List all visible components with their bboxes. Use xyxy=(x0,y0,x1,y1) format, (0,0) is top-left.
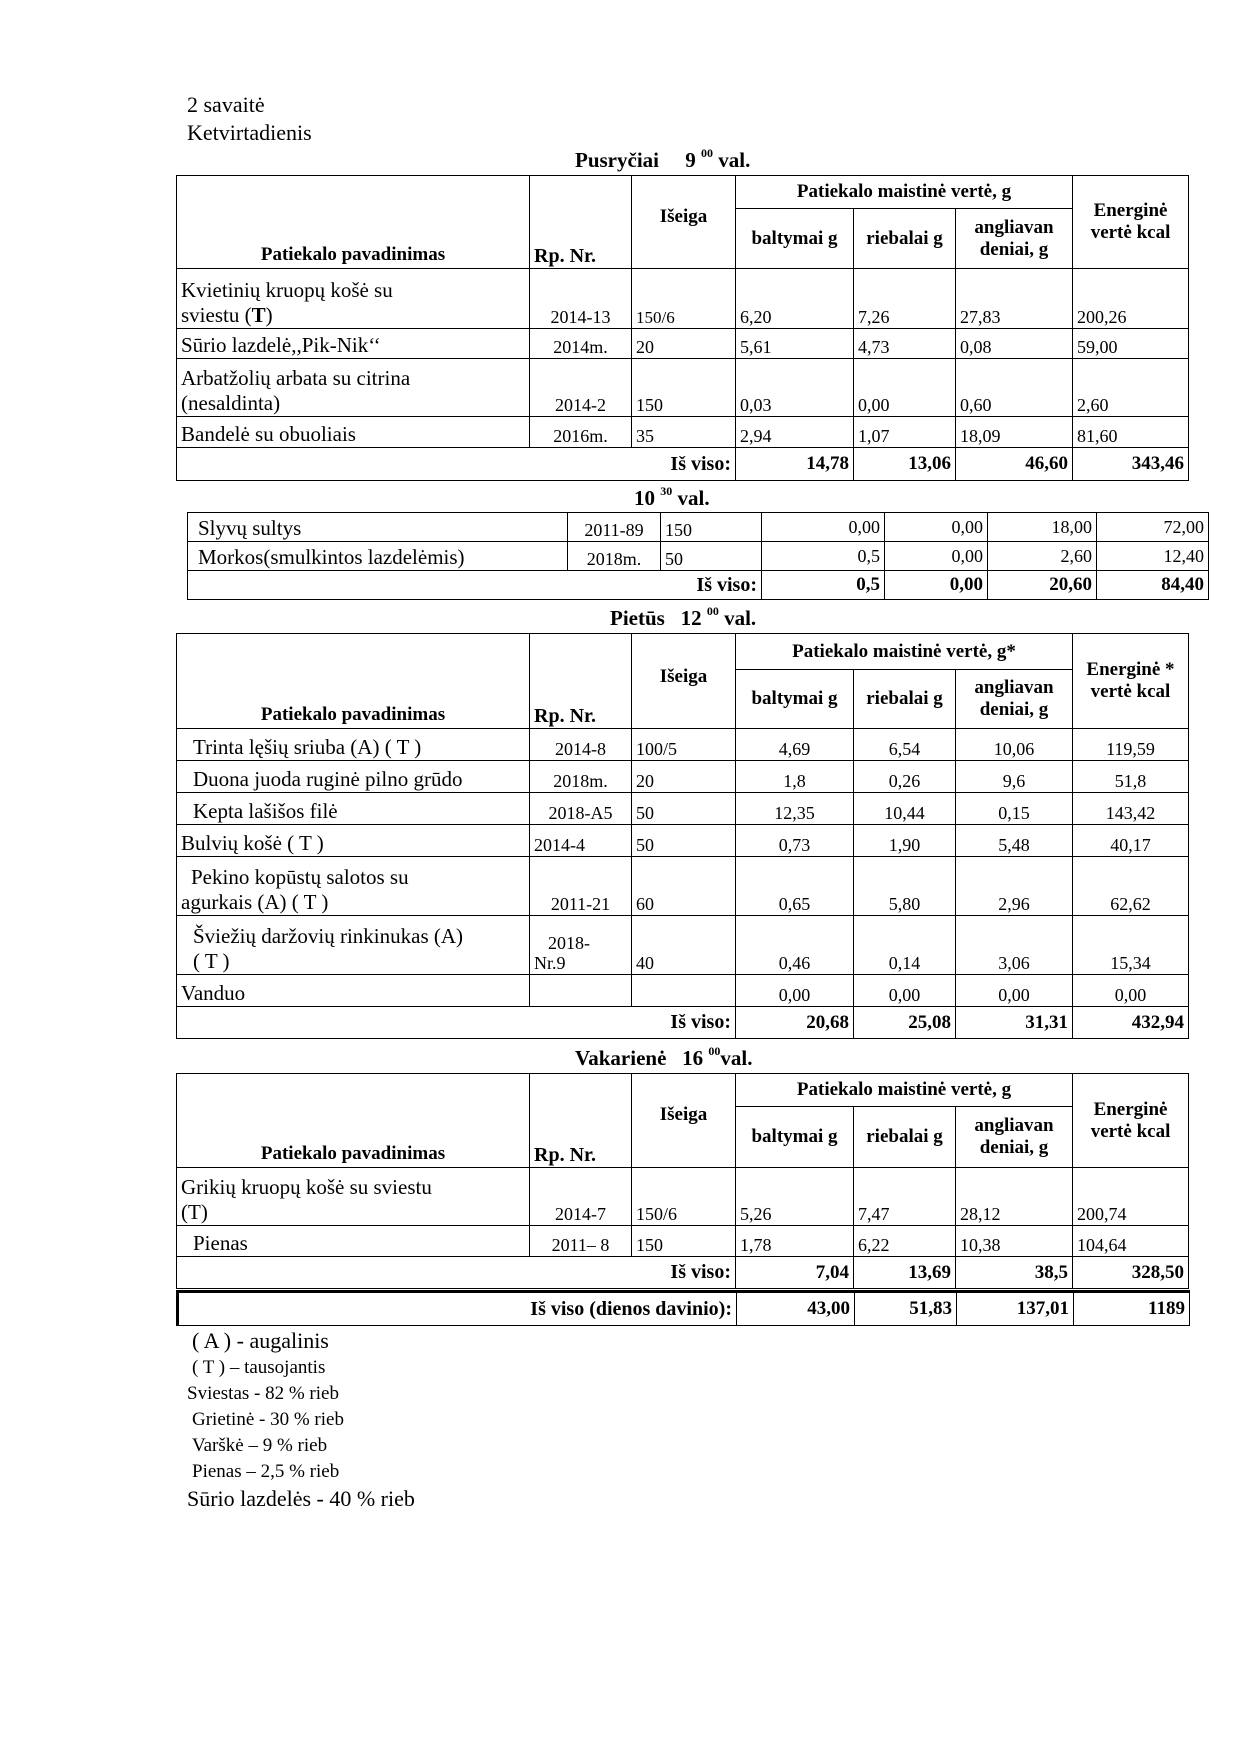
energy: 200,26 xyxy=(1073,269,1189,329)
table-row xyxy=(188,513,1209,542)
table-row xyxy=(177,857,1189,916)
protein: 12,35 xyxy=(736,793,854,825)
protein: 0,03 xyxy=(736,359,854,417)
total-energy: 343,46 xyxy=(1073,448,1189,481)
total-row xyxy=(177,1257,1189,1289)
table-row xyxy=(177,975,1189,1007)
protein: 2,94 xyxy=(736,417,854,448)
day-total-protein: 43,00 xyxy=(737,1292,855,1326)
col-header-energy: Energinė * vertė kcal xyxy=(1073,634,1189,729)
dish-name: Kepta lašišos filė xyxy=(177,793,530,825)
protein: 1,8 xyxy=(736,761,854,793)
total-label: Iš viso: xyxy=(177,1257,736,1289)
total-energy: 432,94 xyxy=(1073,1007,1189,1039)
recipe-no: 2018m. xyxy=(530,761,632,793)
dish-name: Pienas xyxy=(177,1226,530,1257)
protein: 0,00 xyxy=(736,975,854,1007)
total-protein: 0,5 xyxy=(762,571,885,600)
legend-item: ( T ) – tausojantis xyxy=(192,1357,326,1378)
col-header-recipe: Rp. Nr. xyxy=(530,1074,632,1168)
legend-item: Varškė – 9 % rieb xyxy=(192,1435,328,1456)
carbs: 18,09 xyxy=(956,417,1073,448)
protein: 4,69 xyxy=(736,729,854,761)
breakfast-heading: Pusryčiai 9 $^{00}$ val. xyxy=(575,146,751,172)
snack-heading: 10 $^{30}$ val. xyxy=(634,484,710,510)
carbs: 0,15 xyxy=(956,793,1073,825)
dish-name: Pekino kopūstų salotos su agurkais (A) ( T ) xyxy=(177,857,530,916)
yield: 40 xyxy=(632,916,736,975)
dish-name: Sūrio lazdelė,,Pik-Nik‘‘ xyxy=(177,329,530,359)
energy: 72,00 xyxy=(1097,513,1209,542)
table-row xyxy=(177,825,1189,857)
recipe-no: 2014m. xyxy=(530,329,632,359)
carbs: 5,48 xyxy=(956,825,1073,857)
total-row xyxy=(177,1007,1189,1039)
recipe-no xyxy=(530,975,632,1007)
carbs: 10,06 xyxy=(956,729,1073,761)
day-total-energy: 1189 xyxy=(1074,1292,1190,1326)
recipe-no: 2018- Nr.9 xyxy=(530,916,632,975)
col-header-yield: Išeiga xyxy=(632,1074,736,1168)
recipe-no: 2018m. xyxy=(568,542,661,571)
yield: 150/6 xyxy=(632,269,736,329)
total-carbs: 20,60 xyxy=(988,571,1097,600)
recipe-no: 2014-2 xyxy=(530,359,632,417)
total-row xyxy=(177,448,1189,481)
total-fat: 0,00 xyxy=(885,571,988,600)
carbs: 3,06 xyxy=(956,916,1073,975)
legend-item: ( A ) - augalinis xyxy=(192,1328,329,1353)
dish-name: Trinta lęšių sriuba (A) ( T ) xyxy=(177,729,530,761)
dinner-table xyxy=(176,1073,1189,1289)
table-row xyxy=(177,793,1189,825)
dinner-heading: Vakarienė 16 $^{00}$val. xyxy=(575,1044,753,1070)
dish-name: Bandelė su obuoliais xyxy=(177,417,530,448)
dish-name: Šviežių daržovių rinkinukas (A) ( T ) xyxy=(177,916,530,975)
col-header-carbs: angliavan deniai, g xyxy=(956,670,1073,729)
energy: 62,62 xyxy=(1073,857,1189,916)
yield: 150 xyxy=(632,1226,736,1257)
yield: 20 xyxy=(632,329,736,359)
carbs: 0,00 xyxy=(956,975,1073,1007)
carbs: 0,60 xyxy=(956,359,1073,417)
col-header-protein: baltymai g xyxy=(736,670,854,729)
col-header-fat: riebalai g xyxy=(854,1107,956,1168)
yield: 50 xyxy=(632,825,736,857)
recipe-no: 2011-89 xyxy=(568,513,661,542)
table-row xyxy=(177,1168,1189,1226)
recipe-no: 2011– 8 xyxy=(530,1226,632,1257)
total-protein: 20,68 xyxy=(736,1007,854,1039)
dish-name: Arbatžolių arbata su citrina (nesaldinta) xyxy=(177,359,530,417)
fat: 6,22 xyxy=(854,1226,956,1257)
fat: 1,07 xyxy=(854,417,956,448)
day-total-carbs: 137,01 xyxy=(957,1292,1074,1326)
protein: 0,5 xyxy=(762,542,885,571)
col-header-nutrition: Patiekalo maistinė vertė, g xyxy=(736,1074,1073,1107)
dish-name: Kvietinių kruopų košė su sviestu (T) xyxy=(177,269,530,329)
carbs: 27,83 xyxy=(956,269,1073,329)
fat: 4,73 xyxy=(854,329,956,359)
total-fat: 13,69 xyxy=(854,1257,956,1289)
yield: 150 xyxy=(632,359,736,417)
yield: 100/5 xyxy=(632,729,736,761)
col-header-nutrition: Patiekalo maistinė vertė, g* xyxy=(736,634,1073,670)
dish-name: Slyvų sultys xyxy=(188,513,568,542)
protein: 5,26 xyxy=(736,1168,854,1226)
fat: 0,00 xyxy=(885,513,988,542)
col-header-yield: Išeiga xyxy=(632,634,736,729)
col-header-recipe: Rp. Nr. xyxy=(530,176,632,269)
table-row xyxy=(177,1226,1189,1257)
yield xyxy=(632,975,736,1007)
carbs: 2,96 xyxy=(956,857,1073,916)
total-carbs: 46,60 xyxy=(956,448,1073,481)
col-header-name: Patiekalo pavadinimas xyxy=(177,176,530,269)
col-header-nutrition: Patiekalo maistinė vertė, g xyxy=(736,176,1073,209)
fat: 6,54 xyxy=(854,729,956,761)
total-protein: 14,78 xyxy=(736,448,854,481)
protein: 5,61 xyxy=(736,329,854,359)
yield: 50 xyxy=(632,793,736,825)
fat: 0,26 xyxy=(854,761,956,793)
total-fat: 13,06 xyxy=(854,448,956,481)
total-energy: 328,50 xyxy=(1073,1257,1189,1289)
energy: 51,8 xyxy=(1073,761,1189,793)
recipe-no: 2014-13 xyxy=(530,269,632,329)
snack-table xyxy=(187,512,1209,600)
col-header-protein: baltymai g xyxy=(736,209,854,269)
protein: 0,65 xyxy=(736,857,854,916)
dish-name: Bulvių košė ( T ) xyxy=(177,825,530,857)
protein: 0,73 xyxy=(736,825,854,857)
dish-name: Vanduo xyxy=(177,975,530,1007)
dish-name: Morkos(smulkintos lazdelėmis) xyxy=(188,542,568,571)
table-row xyxy=(177,329,1189,359)
protein: 0,46 xyxy=(736,916,854,975)
total-row xyxy=(188,571,1209,600)
fat: 0,00 xyxy=(885,542,988,571)
total-fat: 25,08 xyxy=(854,1007,956,1039)
col-header-carbs: angliavan deniai, g xyxy=(956,209,1073,269)
total-protein: 7,04 xyxy=(736,1257,854,1289)
legend-item: Sūrio lazdelės - 40 % rieb xyxy=(187,1486,415,1511)
table-row xyxy=(177,359,1189,417)
fat: 0,14 xyxy=(854,916,956,975)
col-header-energy: Energinė vertė kcal xyxy=(1073,1074,1189,1168)
energy: 12,40 xyxy=(1097,542,1209,571)
table-row xyxy=(177,761,1189,793)
total-carbs: 31,31 xyxy=(956,1007,1073,1039)
carbs: 28,12 xyxy=(956,1168,1073,1226)
lunch-heading: Pietūs 12 $^{00}$ val. xyxy=(610,604,757,630)
energy: 119,59 xyxy=(1073,729,1189,761)
col-header-yield: Išeiga xyxy=(632,176,736,269)
energy: 15,34 xyxy=(1073,916,1189,975)
carbs: 10,38 xyxy=(956,1226,1073,1257)
yield: 150/6 xyxy=(632,1168,736,1226)
energy: 2,60 xyxy=(1073,359,1189,417)
recipe-no: 2011-21 xyxy=(530,857,632,916)
legend-item: Pienas – 2,5 % rieb xyxy=(192,1461,340,1482)
protein: 0,00 xyxy=(762,513,885,542)
protein: 6,20 xyxy=(736,269,854,329)
dish-name: Duona juoda ruginė pilno grūdo xyxy=(177,761,530,793)
carbs: 18,00 xyxy=(988,513,1097,542)
fat: 5,80 xyxy=(854,857,956,916)
legend-item: Sviestas - 82 % rieb xyxy=(187,1383,339,1404)
total-label: Iš viso: xyxy=(177,448,736,481)
yield: 60 xyxy=(632,857,736,916)
col-header-protein: baltymai g xyxy=(736,1107,854,1168)
day-total-fat: 51,83 xyxy=(855,1292,957,1326)
recipe-no: 2014-7 xyxy=(530,1168,632,1226)
col-header-energy: Energinė vertė kcal xyxy=(1073,176,1189,269)
yield: 35 xyxy=(632,417,736,448)
recipe-no: 2016m. xyxy=(530,417,632,448)
table-row xyxy=(177,269,1189,329)
week-label: 2 savaitė xyxy=(187,92,265,117)
yield: 20 xyxy=(632,761,736,793)
table-row xyxy=(188,542,1209,571)
energy: 0,00 xyxy=(1073,975,1189,1007)
total-label: Iš viso: xyxy=(188,571,762,600)
total-energy: 84,40 xyxy=(1097,571,1209,600)
col-header-fat: riebalai g xyxy=(854,209,956,269)
col-header-name: Patiekalo pavadinimas xyxy=(177,1074,530,1168)
legend-item: Grietinė - 30 % rieb xyxy=(192,1409,344,1430)
recipe-no: 2018-A5 xyxy=(530,793,632,825)
energy: 200,74 xyxy=(1073,1168,1189,1226)
energy: 81,60 xyxy=(1073,417,1189,448)
col-header-name: Patiekalo pavadinimas xyxy=(177,634,530,729)
energy: 143,42 xyxy=(1073,793,1189,825)
table-row xyxy=(177,729,1189,761)
breakfast-table xyxy=(176,175,1189,481)
recipe-no: 2014-4 xyxy=(530,825,632,857)
energy: 59,00 xyxy=(1073,329,1189,359)
carbs: 9,6 xyxy=(956,761,1073,793)
fat: 7,47 xyxy=(854,1168,956,1226)
fat: 0,00 xyxy=(854,975,956,1007)
fat: 10,44 xyxy=(854,793,956,825)
fat: 1,90 xyxy=(854,825,956,857)
yield: 50 xyxy=(661,542,762,571)
col-header-carbs: angliavan deniai, g xyxy=(956,1107,1073,1168)
total-carbs: 38,5 xyxy=(956,1257,1073,1289)
day-total-label: Iš viso (dienos davinio): xyxy=(178,1292,737,1326)
col-header-recipe: Rp. Nr. xyxy=(530,634,632,729)
recipe-no: 2014-8 xyxy=(530,729,632,761)
energy: 104,64 xyxy=(1073,1226,1189,1257)
total-label: Iš viso: xyxy=(177,1007,736,1039)
carbs: 0,08 xyxy=(956,329,1073,359)
fat: 0,00 xyxy=(854,359,956,417)
fat: 7,26 xyxy=(854,269,956,329)
yield: 150 xyxy=(661,513,762,542)
dish-name: Grikių kruopų košė su sviestu (T) xyxy=(177,1168,530,1226)
table-row xyxy=(177,417,1189,448)
col-header-fat: riebalai g xyxy=(854,670,956,729)
day-total-table xyxy=(176,1290,1190,1326)
table-row xyxy=(177,916,1189,975)
protein: 1,78 xyxy=(736,1226,854,1257)
carbs: 2,60 xyxy=(988,542,1097,571)
day-label: Ketvirtadienis xyxy=(187,120,312,145)
day-total-row xyxy=(178,1292,1190,1326)
lunch-table xyxy=(176,633,1189,1039)
energy: 40,17 xyxy=(1073,825,1189,857)
